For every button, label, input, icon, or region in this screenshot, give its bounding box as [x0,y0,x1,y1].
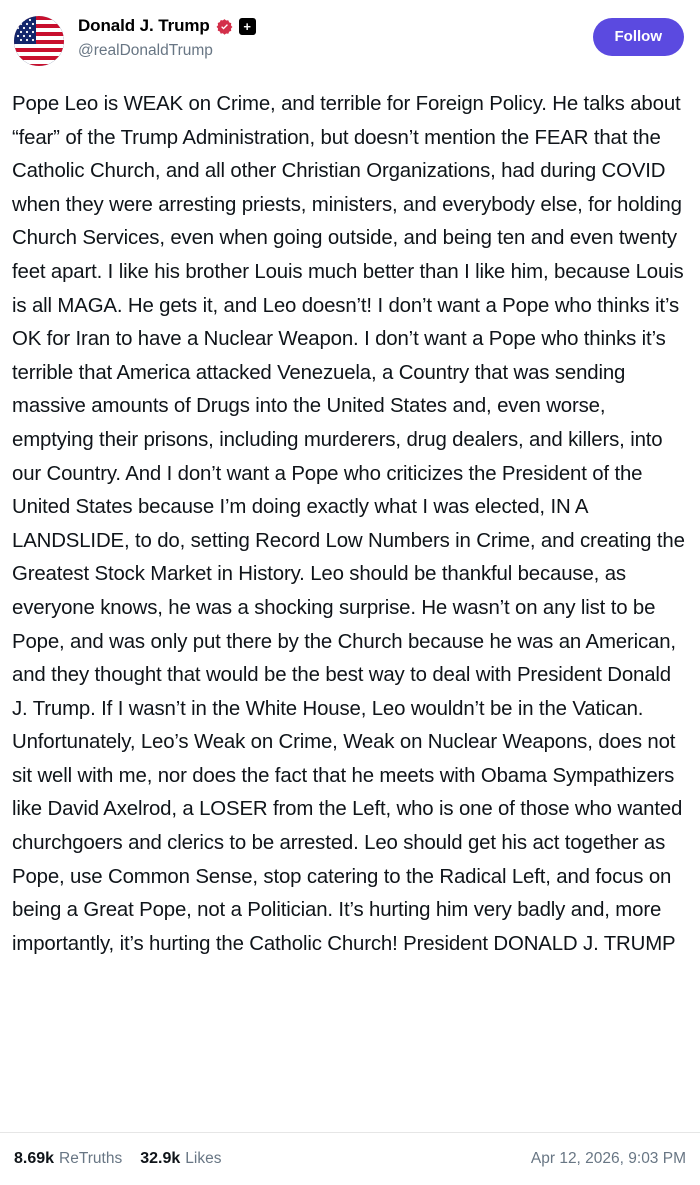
likes-stat[interactable] [140,1150,221,1168]
account-handle[interactable]: @realDonaldTrump [78,42,213,59]
verified-badge-icon [216,18,233,35]
post-timestamp: Apr 12, 2026, 9:03 PM [530,1150,686,1167]
account-name-block [78,14,593,61]
avatar[interactable] [14,16,64,66]
display-name[interactable]: Donald J. Trump [78,16,210,35]
post-footer [0,1133,700,1185]
retruths-label: ReTruths [59,1150,123,1167]
plus-badge-icon: + [239,18,256,35]
post-header [0,0,700,82]
retruths-stat[interactable] [14,1150,122,1168]
retruths-count: 8.69k [14,1150,55,1167]
follow-button[interactable]: Follow [593,18,685,56]
name-row [78,14,593,38]
post-body-text: Pope Leo is WEAK on Crime, and terrible for Foreign Policy. He talks about “fear” of the Trump Administration, but doesn’t mention the FEAR that the Catholic Church, and all other Christian Organizations, had during COVID when they were arresting priests, ministers, and everybody else, for holding Church Services, even when going outside, and being ten and even twenty feet apart. I like his brother Louis much better than I like him, because Louis is all MAGA. He gets it, and Leo doesn’t! I don’t want a Pope who thinks it’s OK for Iran to have a Nuclear Weapon. I don’t want a Pope who thinks it’s terrible that America attacked Venezuela, a Country that was sending massive amounts of Drugs into the United States and, even worse, emptying their prisons, including murderers, drug dealers, and killers, into our Country. And I don’t want a Pope who criticizes the President of the United States because I’m doing exactly what I was elected, IN A LANDSLIDE, to do, setting Record Low Numbers in Crime, and creating the Greatest Stock Market in History. Leo should be thankful because, as everyone knows, he was a shocking surprise. He wasn’t on any list to be Pope, and was only put there by the Church because he was an American, and they thought that would be the best way to deal with President Donald J. Trump. If I wasn’t in the White House, Leo wouldn’t be in the Vatican. Unfortunately, Leo’s Weak on Crime, Weak on Nuclear Weapons, does not sit well with me, nor does the fact that he meets with Obama Sympathizers like David Axelrod, a LOSER from the Left, who is one of those who wanted churchgoers and clerics to be arrested. Leo should get his act together as Pope, use Common Sense, stop catering to the Radical Left, and focus on being a Great Pope, not a Politician. It’s hurting him very badly and, more importantly, it’s hurting the Catholic Church! President DONALD J. TRUMP [12,93,691,955]
likes-label: Likes [185,1150,222,1167]
likes-count: 32.9k [140,1150,181,1167]
